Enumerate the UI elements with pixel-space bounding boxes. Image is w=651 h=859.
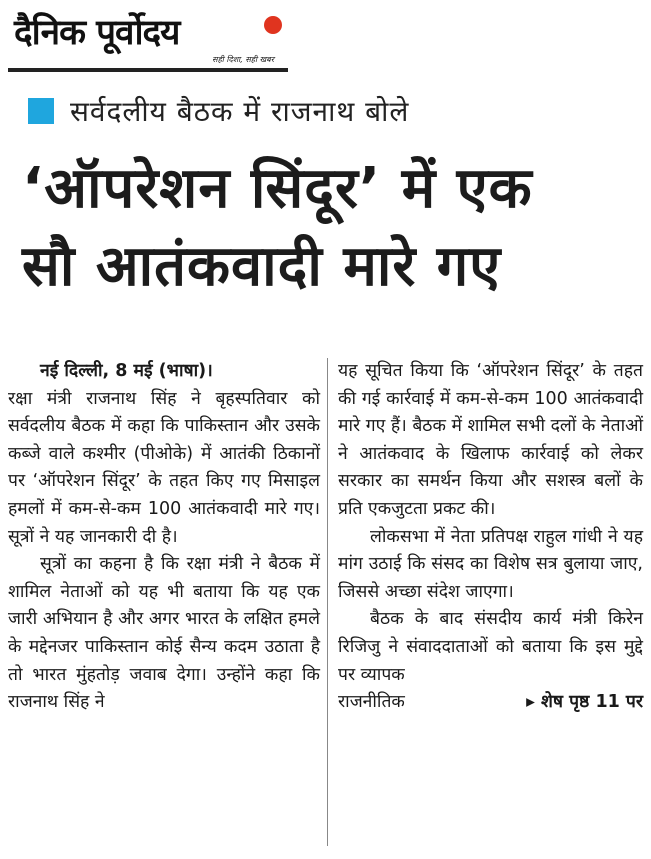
article-column-left: [8, 358, 320, 717]
paragraph-4: लोकसभा में नेता प्रतिपक्ष राहुल गांधी ने यह मांग उठाई कि संसद का विशेष सत्र बुलाया जाए, जिससे अच्छा संदेश जाएगा।: [338, 526, 643, 602]
continuation-row: [338, 689, 643, 717]
subheadline-row: [22, 92, 642, 132]
paragraph-1: रक्षा मंत्री राजनाथ सिंह ने बृहस्पतिवार को सर्वदलीय बैठक में कहा कि पाकिस्तान और उसके कब्जे वाले कश्मीर (पीओके) में आतंकी ठिकानों पर ‘ऑपरेशन सिंदूर’ के तहत किए गए मिसाइल हमलों में कम-से-कम 100 आतंकवादी मारे गए। सूत्रों ने यह जानकारी दी है।: [8, 388, 320, 547]
headline: [22, 150, 642, 306]
headline-line-1: ‘ऑपरेशन सिंदूर’ में एक: [22, 156, 533, 221]
continued-on-page: ▸ शेष पृष्ठ 11 पर: [526, 692, 643, 713]
paragraph-5: बैठक के बाद संसदीय कार्य मंत्री किरेन रिजिजु ने संवाददाताओं को बताया कि इस मुद्दे पर व्यापक: [338, 609, 643, 685]
brand-dot-icon: [264, 16, 282, 34]
subheadline: सर्वदलीय बैठक में राजनाथ बोले: [70, 95, 410, 128]
headline-line-2: सौ आतंकवादी मारे गए: [22, 234, 502, 299]
newspaper-name: दैनिक पूर्वोदय: [14, 13, 180, 53]
masthead: [8, 6, 288, 74]
paragraph-3: यह सूचित किया कि ‘ऑपरेशन सिंदूर’ के तहत की गई कार्रवाई में कम-से-कम 100 आतंकवादी मारे गए हैं। बैठक में शामिल सभी दलों के नेताओं ने आतंकवाद के खिलाफ कार्रवाई को लेकर सरकार का समर्थन किया और सशस्त्र बलों के प्रति एकजुटता प्रकट की।: [338, 361, 643, 519]
square-bullet-icon: [28, 98, 54, 124]
tagline: सही दिशा, सही खबर: [212, 55, 274, 64]
column-divider: [327, 358, 328, 846]
dateline: नई दिल्ली, 8 मई (भाषा)।: [40, 361, 213, 381]
masthead-rule: [8, 68, 288, 72]
paragraph-5-last-word: राजनीतिक: [338, 692, 405, 713]
paragraph-2: सूत्रों का कहना है कि रक्षा मंत्री ने बैठक में शामिल नेताओं को यह भी बताया कि यह एक जारी अभियान है और अगर भारत के लक्षित हमले के मद्देनजर पाकिस्तान कोई सैन्य कदम उठाता है तो भारत मुंहतोड़ जवाब देगा। उन्होंने कहा कि राजनाथ सिंह ने: [8, 554, 320, 713]
article-column-right: [338, 358, 643, 717]
